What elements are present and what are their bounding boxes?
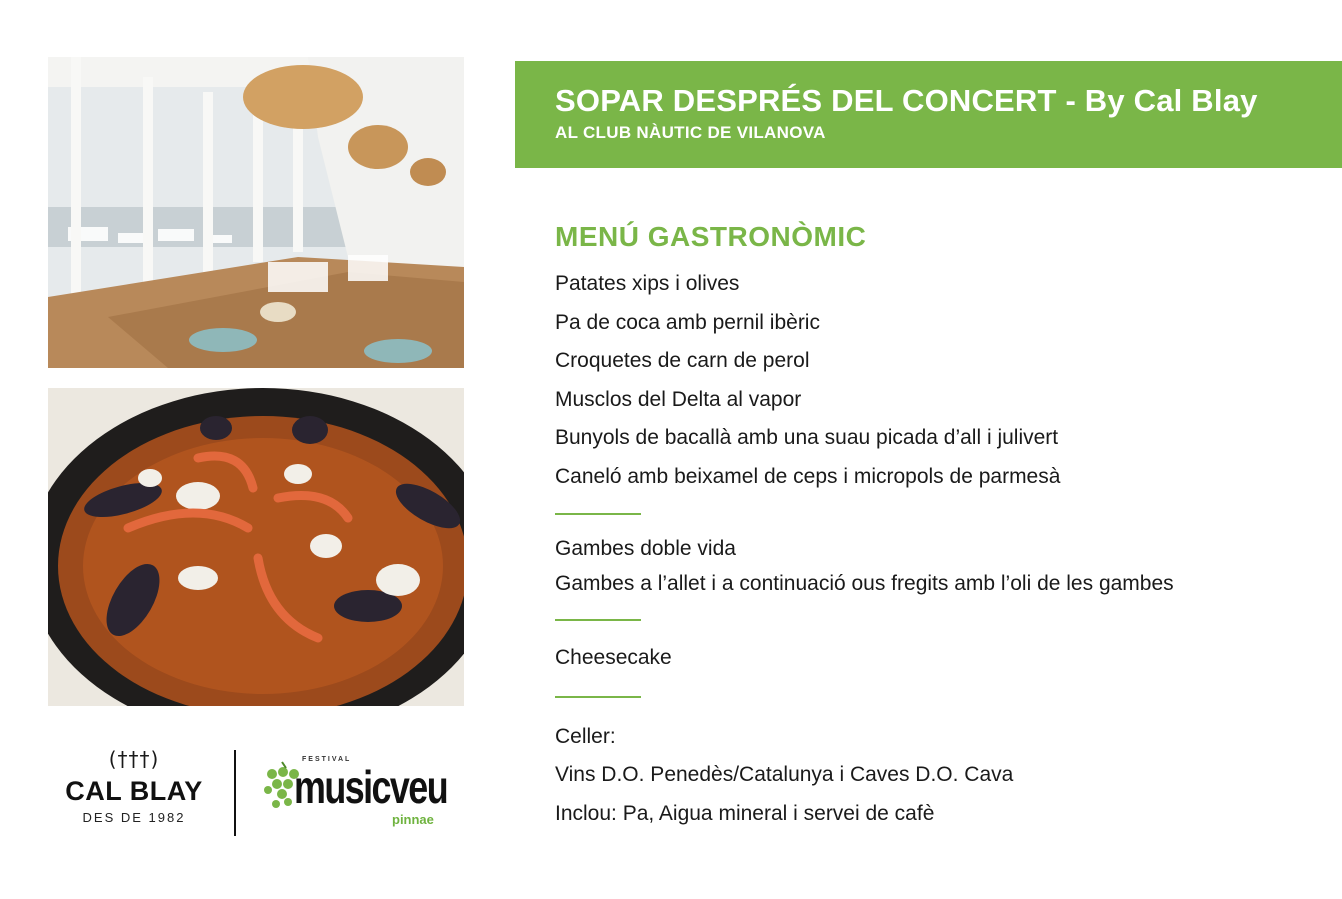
list-item: Croquetes de carn de perol xyxy=(555,349,810,372)
list-item: Musclos del Delta al vapor xyxy=(555,387,802,411)
page-subtitle: AL CLUB NÀUTIC DE VILANOVA xyxy=(555,123,826,142)
list-item: Inclou: Pa, Aigua mineral i servei de cafè xyxy=(555,801,935,825)
music-festival-label: FESTIVAL xyxy=(302,756,352,763)
section-divider xyxy=(555,619,641,621)
page-title: SOPAR DESPRÉS DEL CONCERT - By Cal Blay xyxy=(555,83,1258,118)
calblay-name: CAL BLAY xyxy=(65,776,203,806)
cellar-list xyxy=(555,718,1315,834)
section-divider xyxy=(555,513,641,515)
music-wordmark: musicveu xyxy=(294,761,448,813)
section-divider xyxy=(555,696,641,698)
list-item: Bunyols de bacallà amb una suau picada d’all i julivert xyxy=(555,426,1059,449)
list-item: Vins D.O. Penedès/Catalunya i Caves D.O. Cava xyxy=(555,763,1014,786)
calblay-since: DES DE 1982 xyxy=(82,810,186,825)
list-item: Pa de coca amb pernil ibèric xyxy=(555,310,820,334)
music-pinnae-label: pinnae xyxy=(392,812,434,827)
list-item: Caneló amb beixamel de ceps i micropols de parmesà xyxy=(555,464,1061,488)
calblay-logo xyxy=(48,748,220,825)
list-item: Cheesecake xyxy=(555,646,672,669)
paella-illustration xyxy=(48,388,464,706)
restaurant-photo xyxy=(48,57,464,368)
starters-list xyxy=(555,265,1315,496)
musicveu-logo xyxy=(262,756,448,836)
restaurant-illustration xyxy=(48,57,464,368)
logo-divider xyxy=(234,750,236,836)
list-item: Celler: xyxy=(555,724,616,748)
list-item: Gambes doble vida xyxy=(555,537,736,560)
cutlery-icon: (†††) xyxy=(108,747,160,771)
menu-section xyxy=(555,220,1315,833)
menu-heading: MENÚ GASTRONÒMIC xyxy=(555,221,867,252)
dessert-list xyxy=(555,639,1315,678)
paella-photo xyxy=(48,388,464,706)
header-banner xyxy=(515,61,1342,168)
main-course-list xyxy=(555,531,1315,601)
list-item: Patates xips i olives xyxy=(555,272,740,295)
list-item: Gambes a l’allet i a continuació ous fregits amb l’oli de les gambes xyxy=(555,572,1174,595)
